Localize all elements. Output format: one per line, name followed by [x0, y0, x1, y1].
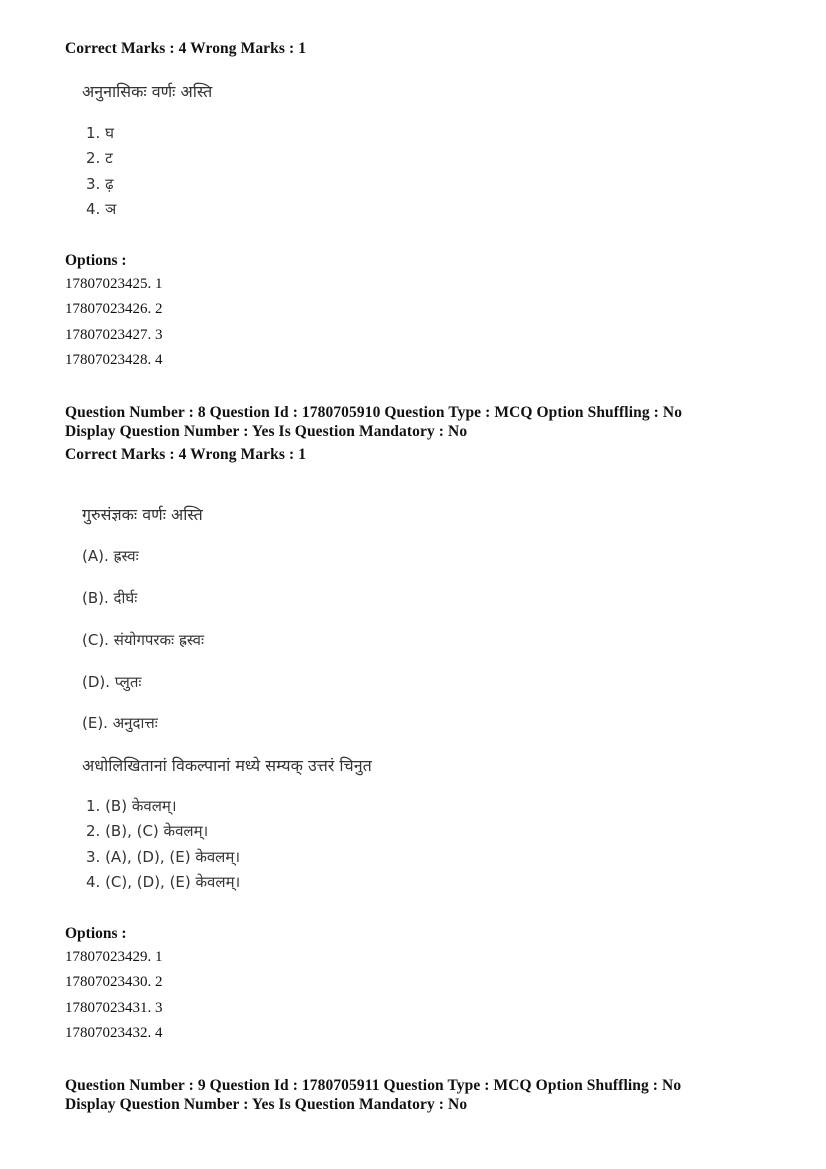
- instruction-text: अधोलिखितानां विकल्पानां मध्ये सम्यक् उत्तरं चिनुत: [82, 756, 372, 775]
- statement-b: (B). दीर्घः: [82, 589, 138, 607]
- marks-line: Correct Marks : 4 Wrong Marks : 1: [65, 446, 307, 463]
- options-label: Options :: [65, 925, 127, 942]
- option-id: 17807023432. 4: [65, 1025, 163, 1042]
- statement-c: (C). संयोगपरकः ह्रस्वः: [82, 631, 205, 649]
- choice-item: 2. ट: [86, 149, 113, 168]
- choice-item: 1. घ: [86, 124, 114, 142]
- option-id: 17807023431. 3: [65, 999, 163, 1016]
- option-id: 17807023427. 3: [65, 326, 163, 343]
- option-id: 17807023430. 2: [65, 974, 163, 991]
- option-id: 17807023429. 1: [65, 949, 163, 965]
- choice-item: 3. ढ़: [86, 174, 114, 193]
- choice-item: 4. ञ: [86, 199, 117, 218]
- option-id-list: [65, 272, 163, 374]
- marks-line: Correct Marks : 4 Wrong Marks : 1: [65, 40, 307, 57]
- question-header-line1: Question Number : 9 Question Id : 1780705911 Question Type : MCQ Option Shuffling : No: [65, 1077, 682, 1094]
- choice-item: 3. (A), (D), (E) केवलम्।: [86, 847, 241, 866]
- question-text: गुरुसंज्ञकः वर्णः अस्ति: [82, 505, 203, 524]
- question-text: अनुनासिकः वर्णः अस्ति: [82, 82, 213, 101]
- statement-d: (D). प्लुतः: [82, 673, 142, 691]
- choice-item: 2. (B), (C) केवलम्।: [86, 822, 209, 841]
- choice-item: 4. (C), (D), (E) केवलम्।: [86, 872, 241, 891]
- question-header-line2: Display Question Number : Yes Is Question Mandatory : No: [65, 1096, 468, 1113]
- choice-list: [86, 121, 116, 222]
- question-header-line1: Question Number : 8 Question Id : 1780705910 Question Type : MCQ Option Shuffling : No: [65, 404, 683, 421]
- option-id: 17807023428. 4: [65, 352, 163, 369]
- option-id-list: [65, 945, 163, 1047]
- option-id: 17807023425. 1: [65, 276, 163, 292]
- statement-a: (A). ह्रस्वः: [82, 547, 139, 565]
- question-header-line2: Display Question Number : Yes Is Question Mandatory : No: [65, 423, 468, 440]
- choice-list: [86, 794, 240, 895]
- statement-e: (E). अनुदात्तः: [82, 714, 158, 732]
- choice-item: 1. (B) केवलम्।: [86, 797, 177, 815]
- option-id: 17807023426. 2: [65, 301, 163, 318]
- options-label: Options :: [65, 252, 127, 269]
